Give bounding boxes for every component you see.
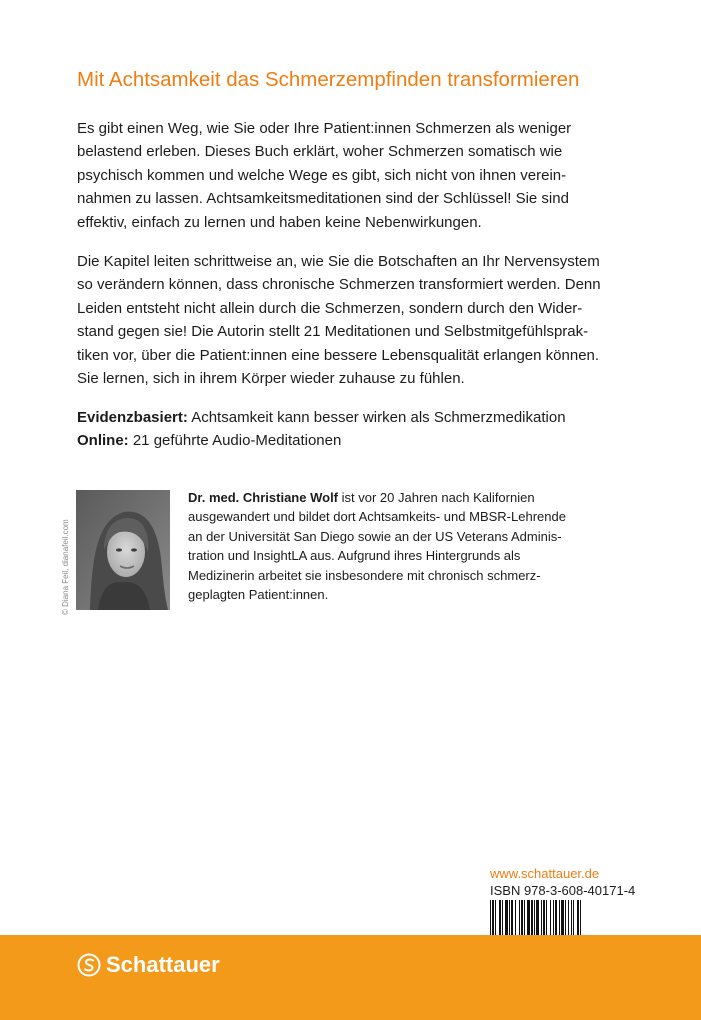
barcode-bar bbox=[573, 900, 574, 936]
fact-online bbox=[77, 429, 677, 452]
barcode-bar bbox=[561, 900, 564, 936]
barcode-bar bbox=[571, 900, 572, 936]
publisher-logo bbox=[77, 952, 220, 978]
text-line: Es gibt einen Weg, wie Sie oder Ihre Patient:innen Schmerzen als weniger bbox=[77, 120, 572, 137]
author-bio bbox=[188, 488, 628, 604]
author-portrait bbox=[76, 490, 170, 610]
photo-credit-text: © Diana Feil, dianafeil.com bbox=[61, 519, 70, 615]
barcode-bar bbox=[495, 900, 496, 936]
text-line: nahmen zu lassen. Achtsamkeitsmeditationen sind der Schlüssel! Sie sind bbox=[77, 190, 569, 208]
barcode-bar bbox=[511, 900, 513, 936]
publisher-website[interactable]: www.schattauer.de bbox=[490, 866, 600, 881]
barcode-bar bbox=[515, 900, 516, 936]
barcode-bar bbox=[524, 900, 525, 936]
text-line: Die Kapitel leiten schrittweise an, wie Sie die Botschaften an Ihr Nervensystem bbox=[77, 253, 600, 270]
bio-line: geplagten Patient:innen. bbox=[188, 587, 329, 603]
barcode-bar bbox=[546, 900, 547, 936]
barcode-bar bbox=[492, 900, 494, 936]
barcode-bar bbox=[490, 900, 491, 936]
bio-text: ist vor 20 Jahren nach Kalifornien bbox=[338, 490, 535, 505]
barcode-bar bbox=[555, 900, 557, 936]
key-facts bbox=[77, 406, 677, 453]
text-line: effektiv, einfach zu lernen und haben keine Nebenwirkungen. bbox=[77, 213, 482, 231]
author-name: Dr. med. Christiane Wolf bbox=[188, 490, 339, 505]
barcode-bar bbox=[568, 900, 569, 936]
text-line: tiken vor, über die Patient:innen eine bessere Lebensqualität erlangen können. bbox=[77, 346, 600, 364]
fact-text: Achtsamkeit kann besser wirken als Schmerzmedikation bbox=[187, 409, 566, 426]
barcode-bar bbox=[577, 900, 579, 936]
isbn: ISBN 978-3-608-40171-4 bbox=[490, 883, 636, 898]
text-line: stand gegen sie! Die Autorin stellt 21 Meditationen und Selbstmitgefühlsprak- bbox=[77, 323, 589, 341]
publisher-name: Schattauer bbox=[106, 952, 220, 977]
barcode-bar bbox=[534, 900, 535, 936]
barcode-bar bbox=[559, 900, 560, 936]
barcode-bar bbox=[531, 900, 533, 936]
barcode-bar bbox=[536, 900, 539, 936]
barcode-bar bbox=[499, 900, 501, 936]
schattauer-logo-mark-icon bbox=[77, 953, 101, 977]
bio-line: Medizinerin arbeitet sie insbesondere mit chronisch schmerz- bbox=[188, 567, 541, 583]
fact-evidence bbox=[77, 406, 677, 429]
barcode-bar bbox=[505, 900, 508, 936]
photo-credit bbox=[60, 491, 72, 626]
fact-text: 21 geführte Audio-Meditationen bbox=[128, 432, 342, 450]
barcode-bar bbox=[543, 900, 545, 936]
barcode-bar bbox=[527, 900, 530, 936]
barcode-bar bbox=[519, 900, 520, 936]
barcode-bar bbox=[502, 900, 503, 936]
bio-line: an der Universität San Diego sowie an der US Veterans Adminis- bbox=[188, 528, 562, 544]
text-line: psychisch kommen und welche Wege es gibt, sich nicht von ihnen verein- bbox=[77, 166, 567, 184]
barcode-bar bbox=[550, 900, 551, 936]
text-line: belastend erleben. Dieses Buch erklärt, woher Schmerzen somatisch wie bbox=[77, 143, 563, 161]
fact-label: Online: bbox=[77, 432, 129, 450]
barcode-bar bbox=[565, 900, 566, 936]
barcode-bar bbox=[580, 900, 581, 936]
text-line: Leiden entsteht nicht allein durch die Schmerzen, sondern durch den Wider- bbox=[77, 299, 583, 317]
intro-paragraph bbox=[77, 117, 677, 234]
barcode-bar bbox=[521, 900, 523, 936]
text-line: so verändern können, dass chronische Schmerzen transformiert werden. Denn bbox=[77, 276, 601, 294]
barcode bbox=[490, 900, 631, 936]
barcode-bar bbox=[509, 900, 510, 936]
chapters-paragraph bbox=[77, 250, 677, 390]
bio-line: tration und InsightLA aus. Aufgrund ihres Hintergrunds als bbox=[188, 548, 521, 564]
barcode-bar bbox=[541, 900, 542, 936]
bio-line bbox=[188, 488, 628, 507]
fact-label: Evidenzbasiert: bbox=[77, 409, 188, 426]
text-line: Sie lernen, sich in ihrem Körper wieder zuhause zu fühlen. bbox=[77, 370, 465, 388]
barcode-bar bbox=[553, 900, 554, 936]
headline: Mit Achtsamkeit das Schmerzempfinden transformieren bbox=[77, 68, 580, 91]
bio-line: ausgewandert und bildet dort Achtsamkeits- und MBSR-Lehrende bbox=[188, 509, 566, 525]
